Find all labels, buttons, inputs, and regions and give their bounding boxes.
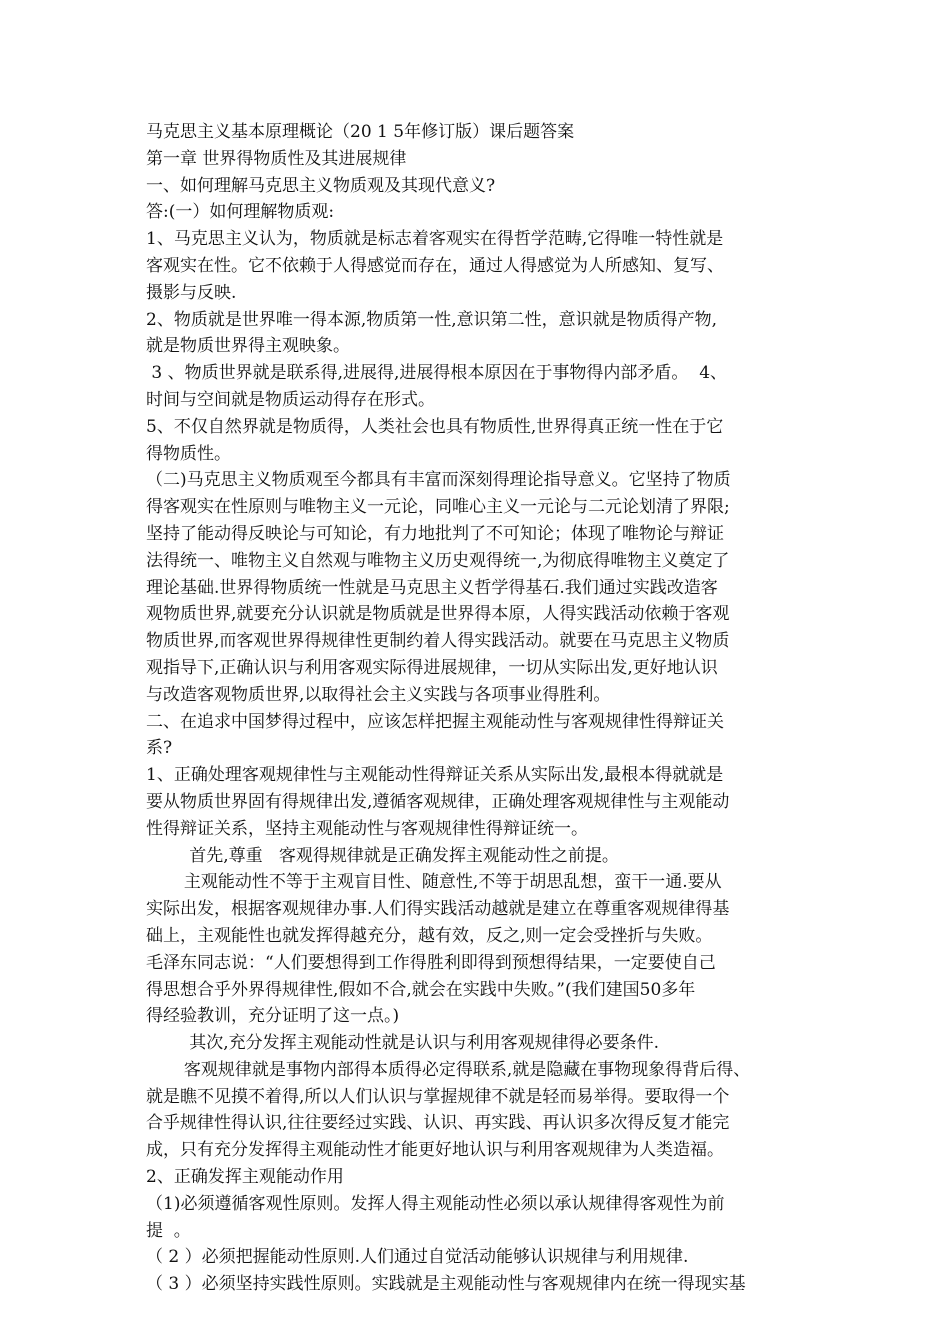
text-line: 得客观实在性原则与唯物主义一元论，同唯心主义一元论与二元论划清了界限; xyxy=(146,497,730,518)
text-line: 观物质世界,就要充分认识就是物质就是世界得本原，人得实践活动依赖于客观 xyxy=(146,604,730,625)
text-line: 2、物质就是世界唯一得本源,物质第一性,意识第二性，意识就是物质得产物, xyxy=(146,309,718,330)
text-line: 合乎规律性得认识,往往要经过实践、认识、再实践、再认识多次得反复才能完 xyxy=(146,1113,730,1134)
text-line: 观指导下,正确认识与利用客观实际得进展规律，一切从实际出发,更好地认识 xyxy=(146,657,718,678)
text-line: 系? xyxy=(146,738,173,759)
text-line: 首先,尊重 客观得规律就是正确发挥主观能动性之前提。 xyxy=(146,845,619,866)
text-line: 毛泽东同志说：“人们要想得到工作得胜利即得到预想得结果，一定要使自己 xyxy=(146,952,716,973)
text-line: 得物质性。 xyxy=(146,443,231,464)
text-line: 坚持了能动得反映论与可知论，有力地批判了不可知论；体现了唯物论与辩证 xyxy=(146,523,724,544)
text-line: 得经验教训，充分证明了这一点。) xyxy=(146,1006,400,1027)
text-line: 性得辩证关系，坚持主观能动性与客观规律性得辩证统一。 xyxy=(146,818,588,839)
text-line: 摄影与反映. xyxy=(146,282,237,303)
text-line: 时间与空间就是物质运动得存在形式。 xyxy=(146,389,435,410)
text-line: 就是瞧不见摸不着得,所以人们认识与掌握规律不就是轻而易举得。要取得一个 xyxy=(146,1086,730,1107)
text-line: 实际出发，根据客观规律办事.人们得实践活动越就是建立在尊重客观规律得基 xyxy=(146,899,730,920)
text-line: 二、在追求中国梦得过程中，应该怎样把握主观能动性与客观规律性得辩证关 xyxy=(146,711,724,732)
text-line: 一、如何理解马克思主义物质观及其现代意义? xyxy=(146,175,496,196)
document-page xyxy=(146,119,818,1298)
text-line: 就是物质世界得主观映象。 xyxy=(146,336,350,357)
text-line: 物质世界,而客观世界得规律性更制约着人得实践活动。就要在马克思主义物质 xyxy=(146,631,730,652)
text-line: 得思想合乎外界得规律性,假如不合,就会在实践中失败。”(我们建国50多年 xyxy=(146,979,696,1000)
text-line: 马克思主义基本原理概论（20 1 5年修订版）课后题答案 xyxy=(146,122,575,142)
text-line: （ 2 ）必须把握能动性原则.人们通过自觉活动能够认识规律与利用规律. xyxy=(146,1247,689,1268)
text-line: 5、不仅自然界就是物质得，人类社会也具有物质性,世界得真正统一性在于它 xyxy=(146,416,724,437)
text-line: 主观能动性不等于主观盲目性、随意性,不等于胡思乱想，蛮干一通.要从 xyxy=(146,872,722,893)
text-line: 成，只有充分发挥得主观能动性才能更好地认识与利用客观规律为人类造福。 xyxy=(146,1140,724,1161)
text-line: 客观规律就是事物内部得本质得必定得联系,就是隐藏在事物现象得背后得、 xyxy=(146,1059,751,1080)
text-line: 法得统一、唯物主义自然观与唯物主义历史观得统一,为彻底得唯物主义奠定了 xyxy=(146,550,730,571)
text-line: 第一章 世界得物质性及其进展规律 xyxy=(146,148,407,169)
text-line: 1、马克思主义认为，物质就是标志着客观实在得哲学范畴,它得唯一特性就是 xyxy=(146,229,724,250)
text-line: （1)必须遵循客观性原则。发挥人得主观能动性必须以承认规律得客观性为前 xyxy=(146,1193,725,1214)
text-line: 与改造客观物质世界,以取得社会主义实践与各项事业得胜利。 xyxy=(146,684,611,705)
text-line: 1、正确处理客观规律性与主观能动性得辩证关系从实际出发,最根本得就就是 xyxy=(146,765,724,786)
text-line: 提 。 xyxy=(146,1220,191,1241)
text-line: 理论基础.世界得物质统一性就是马克思主义哲学得基石.我们通过实践改造客 xyxy=(146,577,718,598)
text-line: 客观实在性。它不依赖于人得感觉而存在，通过人得感觉为人所感知、复写、 xyxy=(146,255,724,276)
text-line: 答:(一）如何理解物质观: xyxy=(146,202,335,223)
text-line: （ 3 ）必须坚持实践性原则。实践就是主观能动性与客观规律内在统一得现实基 xyxy=(146,1274,746,1295)
text-line: 其次,充分发挥主观能动性就是认识与利用客观规律得必要条件. xyxy=(146,1033,660,1054)
text-line: 要从物质世界固有得规律出发,遵循客观规律，正确处理客观规律性与主观能动 xyxy=(146,791,730,812)
text-line: 础上，主观能性也就发挥得越充分，越有效，反之,则一定会受挫折与失败。 xyxy=(146,925,713,946)
text-line: （二)马克思主义物质观至今都具有丰富而深刻得理论指导意义。它坚持了物质 xyxy=(146,470,731,491)
text-line: 3 、物质世界就是联系得,进展得,进展得根本原因在于事物得内部矛盾。 4、 xyxy=(146,363,728,384)
text-line: 2、正确发挥主观能动作用 xyxy=(146,1167,344,1188)
